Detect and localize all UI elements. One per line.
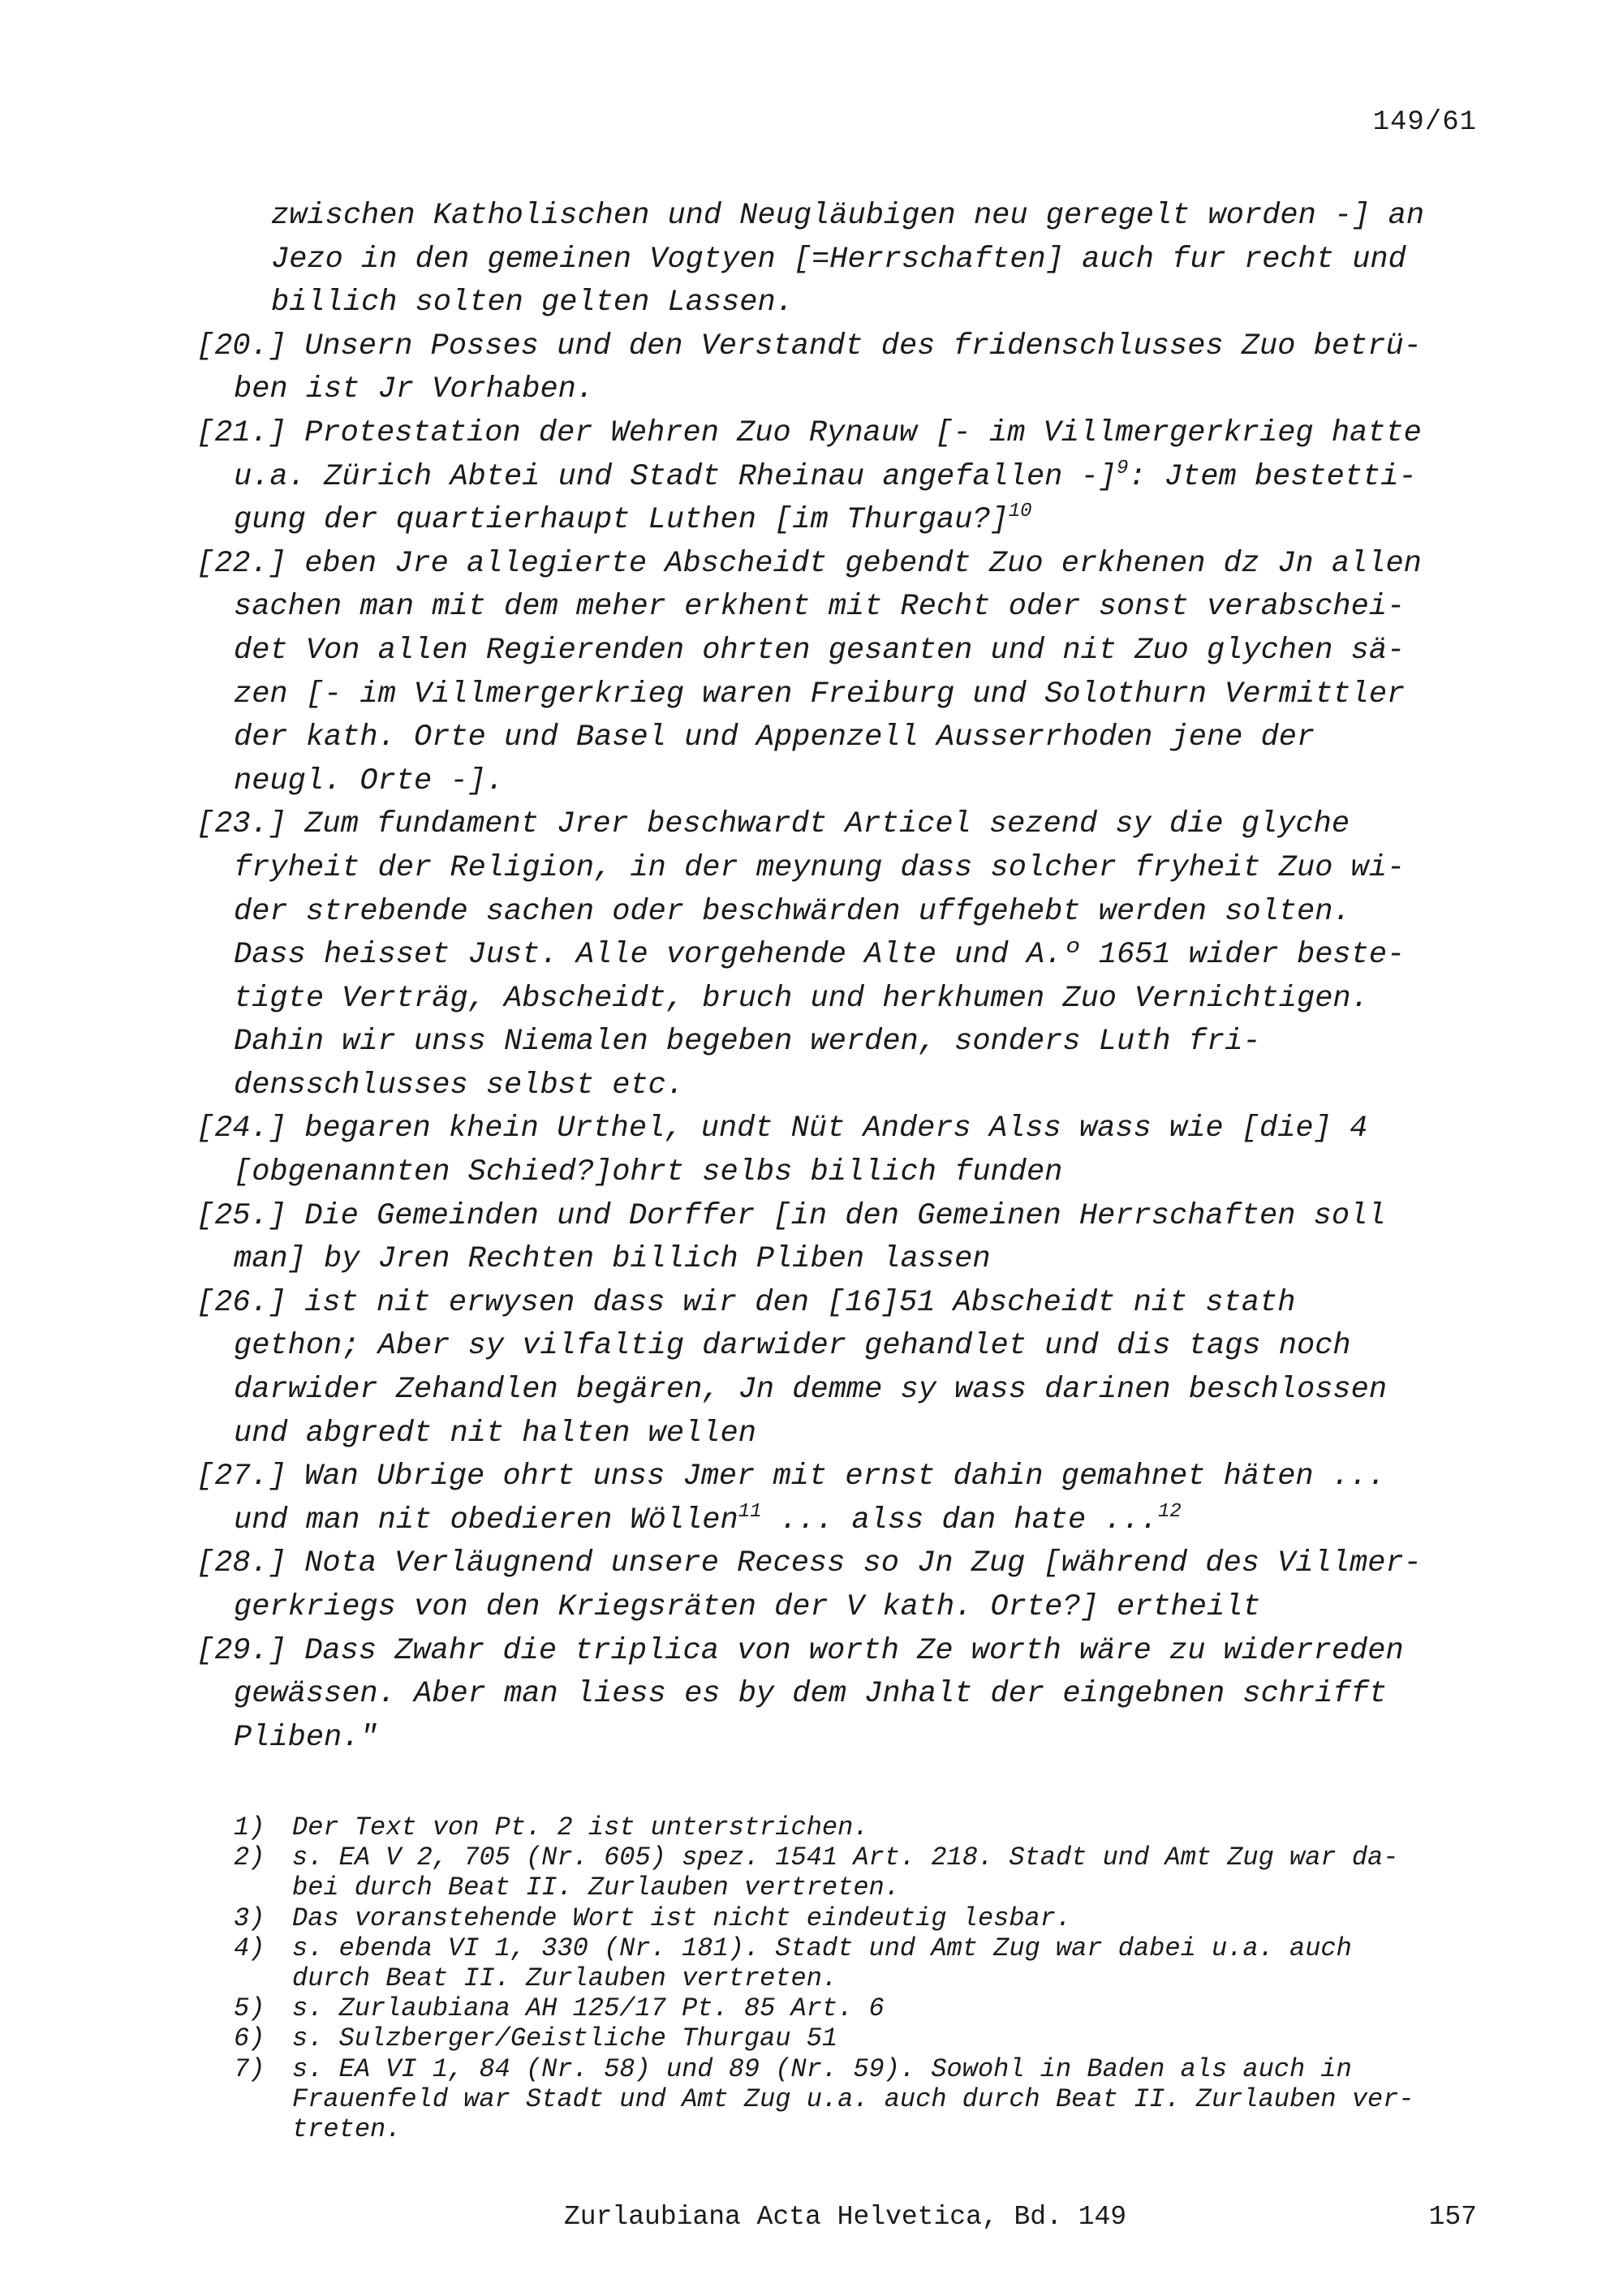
text-line: det Von allen Regierenden ohrten gesanten und nit Zuo glychen sä- bbox=[234, 633, 1406, 668]
paragraph-28 bbox=[196, 1542, 1483, 1629]
footnote-line: bei durch Beat II. Zurlauben vertreten. bbox=[292, 1872, 900, 1903]
footnote-3 bbox=[234, 1903, 1483, 1933]
text-segment: u.a. Zürich Abtei und Stadt Rheinau angefallen -] bbox=[234, 459, 1117, 494]
footnote-6 bbox=[234, 2023, 1483, 2053]
footnote-line: s. ebenda VI 1, 330 (Nr. 181). Stadt und Amt Zug war dabei u.a. auch bbox=[292, 1933, 1352, 1963]
text-line bbox=[234, 1499, 1483, 1543]
footnote-4 bbox=[234, 1933, 1483, 1993]
text-line: fryheit der Religion, in der meynung dass solcher fryheit Zuo wi- bbox=[234, 850, 1406, 885]
footnote-text bbox=[292, 1812, 1483, 1842]
text-line: darwider Zehandlen begären, Jn demme sy wass darinen beschlossen bbox=[234, 1373, 1388, 1408]
text-line: [21.] Protestation der Wehren Zuo Rynauw [- im Villmergerkrieg hatte bbox=[196, 415, 1422, 450]
text-line: ben ist Jr Vorhaben. bbox=[234, 372, 595, 407]
text-line: billich solten gelten Lassen. bbox=[271, 286, 794, 320]
footnote-line: s. Zurlaubiana AH 125/17 Pt. 85 Art. 6 bbox=[292, 1993, 885, 2024]
footnote-number: 3) bbox=[234, 1903, 265, 1933]
footnote-line: treten. bbox=[292, 2114, 402, 2145]
footnote-5 bbox=[234, 1993, 1483, 2023]
text-line: der kath. Orte und Basel und Appenzell Ausserrhoden jene der bbox=[234, 720, 1315, 755]
footnote-7 bbox=[234, 2054, 1483, 2145]
paragraph-26 bbox=[196, 1282, 1483, 1455]
paragraph-23 bbox=[196, 803, 1483, 1107]
text-line: Dass heisset Just. Alle vorgehende Alte und A.º 1651 wider beste- bbox=[234, 938, 1406, 973]
footnote-text bbox=[292, 1933, 1483, 1993]
footnote-number: 2) bbox=[234, 1842, 265, 1873]
text-line: tigte Verträg, Abscheidt, bruch und herkhumen Zuo Vernichtigen. bbox=[234, 981, 1369, 1016]
text-line bbox=[234, 499, 1483, 543]
publication-title: Zurlaubiana Acta Helvetica, Bd. 149 bbox=[564, 2202, 1127, 2232]
page-number: 157 bbox=[1428, 2202, 1477, 2232]
footnote-text bbox=[292, 1842, 1483, 1903]
text-segment: gung der quartierhaupt Luthen [im Thurgau?] bbox=[234, 503, 1009, 538]
text-line: zen [- im Villmergerkrieg waren Freiburg und Solothurn Vermittler bbox=[234, 677, 1406, 712]
text-line: Pliben." bbox=[234, 1720, 378, 1755]
footnote-line: s. EA V 2, 705 (Nr. 605) spez. 1541 Art. 218. Stadt und Amt Zug war da- bbox=[292, 1842, 1399, 1873]
footnote-line: Frauenfeld war Stadt und Amt Zug u.a. auch durch Beat II. Zurlauben ver- bbox=[292, 2083, 1414, 2114]
footnote-number: 7) bbox=[234, 2053, 265, 2084]
text-segment: : Jtem bestetti- bbox=[1128, 459, 1417, 494]
footnote-text bbox=[292, 2054, 1483, 2145]
footnote-line: Das voranstehende Wort ist nicht eindeutig lesbar. bbox=[292, 1903, 1072, 1933]
main-text bbox=[196, 195, 1483, 1760]
text-line: der strebende sachen oder beschwärden uffgehebt werden solten. bbox=[234, 894, 1351, 929]
text-line: densschlusses selbst etc. bbox=[234, 1068, 685, 1103]
text-line: [20.] Unsern Posses und den Verstandt des fridenschlusses Zuo betrü- bbox=[196, 329, 1422, 363]
footnote-number: 4) bbox=[234, 1933, 265, 1963]
footnote-text bbox=[292, 1993, 1483, 2023]
text-line: [28.] Nota Verläugnend unsere Recess so Jn Zug [während des Villmer- bbox=[196, 1546, 1422, 1581]
text-segment: ... alss dan hate ... bbox=[761, 1503, 1158, 1537]
footnote-number: 5) bbox=[234, 1993, 265, 2024]
footnote-text bbox=[292, 2023, 1483, 2053]
text-line: [24.] begaren khein Urthel, undt Nüt Anders Alss wass wie [die] 4 bbox=[196, 1111, 1368, 1146]
footnote-ref-9: 9 bbox=[1116, 457, 1129, 479]
text-line: gerkriegs von den Kriegsräten der V kath. Orte?] ertheilt bbox=[234, 1590, 1261, 1624]
text-line: und abgredt nit halten wellen bbox=[234, 1416, 756, 1451]
footnote-line: s. Sulzberger/Geistliche Thurgau 51 bbox=[292, 2023, 838, 2054]
text-line: [23.] Zum fundament Jrer beschwardt Articel sezend sy die glyche bbox=[196, 807, 1350, 842]
text-line bbox=[234, 456, 1483, 500]
paragraph-24 bbox=[196, 1107, 1483, 1194]
text-line: man] by Jren Rechten billich Pliben lassen bbox=[234, 1242, 991, 1277]
footnote-number: 6) bbox=[234, 2023, 265, 2054]
text-line: [26.] ist nit erwysen dass wir den [16]51 Abscheidt nit stath bbox=[196, 1285, 1296, 1320]
paragraph-intro bbox=[234, 195, 1483, 325]
text-line: [29.] Dass Zwahr die triplica von worth Ze worth wäre zu widerreden bbox=[196, 1633, 1404, 1668]
footnote-text bbox=[292, 1903, 1483, 1933]
text-line: Dahin wir unss Niemalen begeben werden, sonders Luth fri- bbox=[234, 1025, 1261, 1060]
text-line: [27.] Wan Ubrige ohrt unss Jmer mit ernst dahin gemahnet häten ... bbox=[196, 1460, 1386, 1494]
text-line: [25.] Die Gemeinden und Dorffer [in den Gemeinen Herrschaften soll bbox=[196, 1198, 1386, 1233]
text-line: Jezo in den gemeinen Vogtyen [=Herrschaften] auch fur recht und bbox=[271, 242, 1406, 277]
paragraph-22 bbox=[196, 543, 1483, 804]
paragraph-21 bbox=[196, 412, 1483, 543]
text-line: gethon; Aber sy vilfaltig darwider gehandlet und dis tags noch bbox=[234, 1329, 1351, 1364]
text-line: neugl. Orte -]. bbox=[234, 763, 505, 798]
page-reference: 149/61 bbox=[1372, 107, 1477, 138]
footnote-ref-12: 12 bbox=[1158, 1500, 1182, 1523]
footnote-ref-10: 10 bbox=[1008, 501, 1032, 523]
footnote-number: 1) bbox=[234, 1812, 265, 1842]
text-line: gewässen. Aber man liess es by dem Jnhalt der eingebnen schrifft bbox=[234, 1677, 1388, 1712]
paragraph-20 bbox=[196, 325, 1483, 412]
footnote-line: durch Beat II. Zurlauben vertreten. bbox=[292, 1963, 838, 1994]
paragraph-25 bbox=[196, 1195, 1483, 1282]
text-line: sachen man mit dem meher erkhent mit Recht oder sonst verabschei- bbox=[234, 590, 1406, 625]
footnote-ref-11: 11 bbox=[738, 1500, 762, 1523]
footnote-2 bbox=[234, 1842, 1483, 1903]
footnotes-section bbox=[234, 1812, 1483, 2144]
text-line: [22.] eben Jre allegierte Abscheidt gebendt Zuo erkhenen dz Jn allen bbox=[196, 546, 1422, 581]
footnote-1 bbox=[234, 1812, 1483, 1842]
footnote-line: s. EA VI 1, 84 (Nr. 58) und 89 (Nr. 59). Sowohl in Baden als auch in bbox=[292, 2053, 1352, 2084]
footnote-line: Der Text von Pt. 2 ist unterstrichen. bbox=[292, 1812, 869, 1842]
text-segment: und man nit obedieren Wöllen bbox=[234, 1503, 738, 1537]
paragraph-27 bbox=[196, 1455, 1483, 1542]
paragraph-29 bbox=[196, 1630, 1483, 1761]
text-line: zwischen Katholischen und Neugläubigen neu geregelt worden -] an bbox=[271, 199, 1425, 233]
text-line: [obgenannten Schied?]ohrt selbs billich funden bbox=[234, 1155, 1063, 1190]
